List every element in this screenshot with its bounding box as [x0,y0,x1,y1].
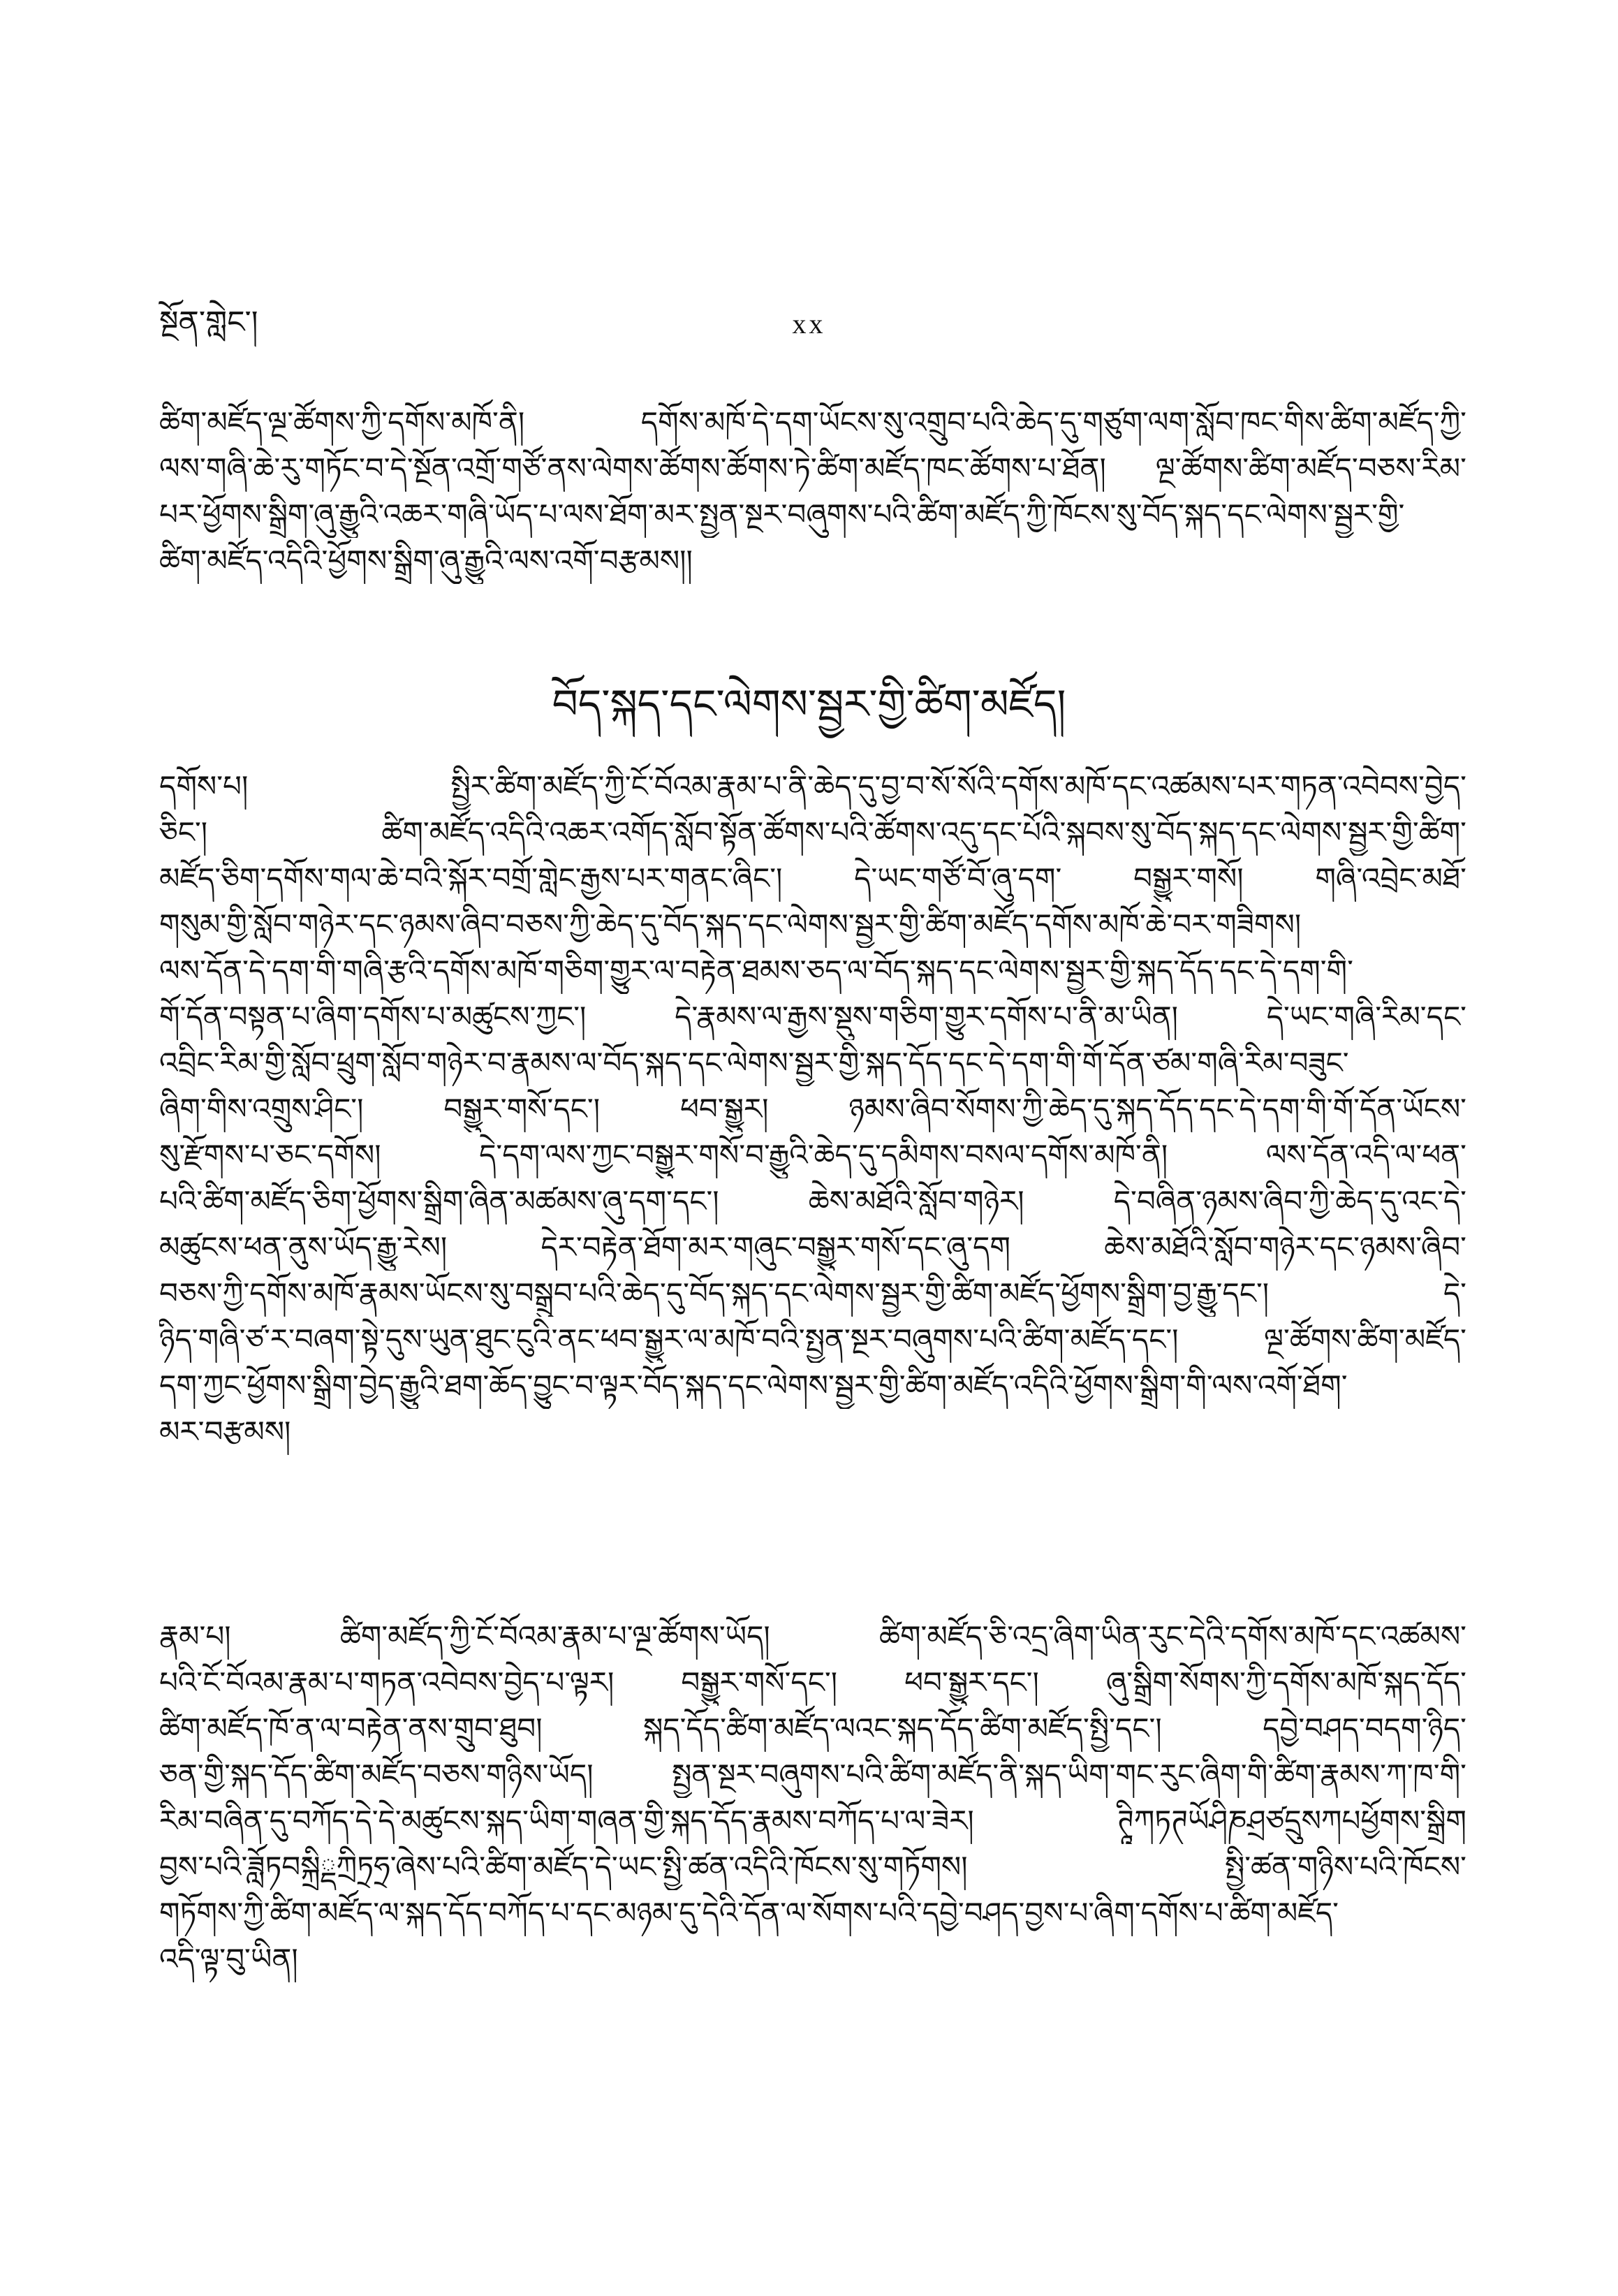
intro-paragraph [159,400,1466,584]
running-title: སྔོན་གླེང་། [159,305,258,340]
paragraph-line: པའི་ངོ་བོའམ་རྣམ་པ་གཏན་འབེབས་བྱེད་པ་ལྟར། བསྒྱུར་གསོ་དང་། ཕབ་སྒྱུར་དང་། ཞུ་སྒྲིག་སོགས་ཀྱི་དགོས་མཁོ་སྐད་དོད་ [159,1665,1466,1699]
paragraph-line: བྱས་པའི་ཟློཏབསྐྲིྡཀྲིཏྲཧྲ་ཞེས་པའི་ཚིག་མཛོད་དེ་ཡང་སྤྱི་ཚན་འདིའི་ཁོངས་སུ་གཏོགས། སྤྱི་ཚན་གཉིས་པའི་ཁོངས་ [159,1850,1466,1884]
paragraph-line: འབྲིང་རིམ་གྱི་སློབ་ཕྲུག་སློབ་གཉེར་བ་རྣམས་ལ་བོད་སྐད་དང་ལེགས་སྦྱར་གྱི་སྐད་དོད་དང་དེ་དག་གི་གོ་དོན་ཙམ་གཞི་རིམ་བཟུང་ [159,1046,1349,1080]
paragraph-line: པར་ཕྱོགས་སྒྲིག་ཞུ་རྒྱུའི་འཆར་གཞི་ཡོད་པ་ལས་ཐོག་མར་སྤྱན་སྔར་བཞུགས་པའི་ཚིག་མཛོད་ཀྱི་ཁོངས་སུ་བོད་སྐད་དང་ལེགས་སྦྱར་གྱི་ [159,497,1405,532]
section-heading: བོད་སྐད་དང་ལེགས་སྦྱར་གྱི་ཚིག་མཛོད། [552,680,1066,728]
paragraph-line: ལས་གཞི་ཆེ་རུ་གཏོང་བ་དེ་སྔོན་འགྲོ་གཙོ་ནས་ལེགས་ཚོགས་ཚོགས་ཏེ་ཚིག་མཛོད་ཁང་ཚོགས་པ་ཐོན། ལྔ་ཚོགས་ཚིག་མཛོད་བཅས་རིམ་ [159,451,1466,485]
paragraph-line: རིམ་བཞིན་དུ་བཀོད་དེ་དེ་མཚུངས་སྐད་ཡིག་གཞན་གྱི་སྐད་དོད་རྣམས་བཀོད་པ་ལ་ཟེར། ཊཱིཀཏཊཡོཤིཎཤྲཙདྲུསཀཔཕྱོགས་སྒྲིག [159,1804,1466,1838]
paragraph-line: གོ་དོན་བསྟན་པ་ཞིག་དགོས་པ་མཚུངས་ཀྱང་། དེ་རྣམས་ལ་རྒྱས་སྡུས་གཅིག་གྱུར་དགོས་པ་ནི་མ་ཡིན། དེ་ཡང་གཞི་རིམ་དང་ [159,1000,1466,1034]
paragraph-line: མར་བརྩམས། [159,1414,291,1449]
paragraph-line: འདི་ལྟ་བུ་ཡིན། [159,1942,298,1976]
paragraph-line: མཚུངས་ཕན་ནུས་ཡོད་རྒྱུ་རེས། དེར་བརྟེན་ཐོག་མར་གཞུང་བསྒྱུར་གསོ་དང་ཞུ་དག ཆེས་མཐོའི་སློབ་གཉེར་དང་ཉམས་ཞིབ་ [159,1230,1466,1264]
paragraph-line: དགོས་པ། སྤྱིར་ཚིག་མཛོད་ཀྱི་ངོ་བོའམ་རྣམ་པ་ནི་ཆེད་དུ་བྱ་བ་སོ་སོའི་དགོས་མཁོ་དང་འཚམས་པར་གཏན་འབེབས་བྱེད་ [159,769,1466,803]
body-paragraph-purpose [159,763,1466,1455]
paragraph-line: གསུམ་གྱི་སློབ་གཉེར་དང་ཉམས་ཞིབ་བཅས་ཀྱི་ཆེད་དུ་བོད་སྐད་དང་ལེགས་སྦྱར་གྱི་ཚིག་མཛོད་དགོས་མཁོ་ཆེ་བར་གཟིགས། [159,907,1302,942]
page-number: xx [792,308,826,339]
paragraph-line: བཅས་ཀྱི་དགོས་མཁོ་རྣམས་ཡོངས་སུ་བསྒྲུབ་པའི་ཆེད་དུ་བོད་སྐད་དང་ལེགས་སྦྱར་གྱི་ཚིག་མཛོད་ཕྱོགས་སྒྲིག་བྱ་རྒྱུ་དང་། དེ་ [159,1276,1466,1310]
paragraph-line: ཅན་གྱི་སྐད་དོད་ཚིག་མཛོད་བཅས་གཉིས་ཡོད། སྤྱན་སྔར་བཞུགས་པའི་ཚིག་མཛོད་ནི་སྐད་ཡིག་གང་རུང་ཞིག་གི་ཚིག་རྣམས་ཀ་ཁ་གི་ [159,1757,1466,1792]
paragraph-line: ཞིག་གིས་འགྲུས་ཤིང་། བསྒྱུར་གསོ་དང་། ཕབ་སྒྱུར། ཉམས་ཞིབ་སོགས་ཀྱི་ཆེད་དུ་སྐད་དོད་དང་དེ་དག་གི་གོ་དོན་ཡོངས་ [159,1092,1466,1126]
paragraph-line: པའི་ཚིག་མཛོད་ཅིག་ཕྱོགས་སྒྲིག་ཞིན་མཚམས་ཞུ་དག་དང་། ཆེས་མཐོའི་སློབ་གཉེར། དེ་བཞིན་ཉམས་ཞིབ་ཀྱི་ཆེད་དུ་འང་དེ་ [159,1184,1466,1218]
paragraph-line: དག་ཀྱང་ཕྱོགས་སྒྲིག་བྱེད་རྒྱུའི་ཐག་ཆོད་བྱུང་བ་ལྟར་བོད་སྐད་དང་ལེགས་སྦྱར་གྱི་ཚིག་མཛོད་འདིའི་ཕྱོགས་སྒྲིག་གི་ལས་འགོ་ཐོག་ [159,1368,1348,1403]
paragraph-line: གཏོགས་ཀྱི་ཚིག་མཛོད་ལ་སྐད་དོད་བཀོད་པ་དང་མཉམ་དུ་དེའི་དོན་ལ་སོགས་པའི་དབྱེ་བཤད་བྱས་པ་ཞིག་དགོས་པ་ཚིག་མཛོད་ [159,1896,1339,1930]
paragraph-line: མཛོད་ཅིག་དགོས་གལ་ཆེ་བའི་སྐོར་བགྲོ་གླེང་རྒྱས་པར་གནང་ཞིང་། དེ་ཡང་གཙོ་བོ་ཞུ་དག་ བསྒྱུར་གསོ། གཞི་འབྲེང་མཐོ་ [159,861,1466,895]
paragraph-line: ཚིག་མཛོད་ཁོ་ན་ལ་བརྟེན་ནས་གྲུབ་ཐུབ། སྐད་དོད་ཚིག་མཛོད་ལའང་སྐད་དོད་ཚིག་མཛོད་སྤྱི་དང་། དབྱེ་བཤད་བདག་ཉིད་ [159,1711,1466,1746]
paragraph-line: ཚིག་མཛོད་ལྔ་ཚོགས་ཀྱི་དགོས་མཁོ་ནི། དགོས་མཁོ་དེ་དག་ཡོངས་སུ་འགྲུབ་པའི་ཆེད་དུ་གཙུག་ལག་སློབ་ཁང་གིས་ཚིག་མཛོད་ཀྱི་ [159,405,1466,439]
paragraph-line: ཅིང་། ཚིག་མཛོད་འདིའི་འཆར་འགོད་སློབ་སྟོན་ཚོགས་པའི་ཚོགས་འདུ་དང་པོའི་སྐབས་སུ་བོད་སྐད་དང་ལེགས་སྦྱར་གྱི་ཚིག་ [159,815,1466,849]
paragraph-line: ཉིད་གཞི་ཙ་ར་བཞག་སྟེ་དུས་ཡུན་ཐུང་ངུའི་ནང་ཕབ་སྒྱུར་ལ་མཁོ་བའི་སྤྱན་སྔར་བཞུགས་པའི་ཚིག་མཛོད་དང་། ལྔ་ཚོགས་ཚིག་མཛོད་ [159,1322,1466,1357]
paragraph-line: ལས་དོན་དེ་དག་གི་གཞི་རྩའི་དགོས་མཁོ་གཅིག་གྱུར་ལ་བརྟེན་ཐམས་ཅད་ལ་བོད་སྐད་དང་ལེགས་སྦྱར་གྱི་སྐད་དོད་དང་དེ་དག་གི་ [159,953,1353,988]
paragraph-line: རྣམ་པ། ཚིག་མཛོད་ཀྱི་ངོ་བོའམ་རྣམ་པ་ལྔ་ཚོགས་ཡོད། ཚིག་མཛོད་ཅི་འདྲ་ཞིག་ཡིན་རུང་དེའི་དགོས་མཁོ་དང་འཚམས་ [159,1619,1466,1653]
paragraph-line: ཚིག་མཛོད་འདིའི་ཕྱོགས་སྒྲིག་ཞུ་རྒྱུའི་ལས་འགོ་བརྩམས།། [159,543,693,578]
paragraph-line: སུ་རྫོགས་པ་ཅང་དགོས། དེ་དག་ལས་ཀྱང་བསྒྱུར་གསོ་བ་རྒྱུའི་ཆེད་དུ་དམིགས་བསལ་དགོས་མཁོ་ནི། ལས་དོན་འདི་ལ་ཕན་ [159,1138,1466,1172]
body-paragraph-form [159,1614,1466,1982]
